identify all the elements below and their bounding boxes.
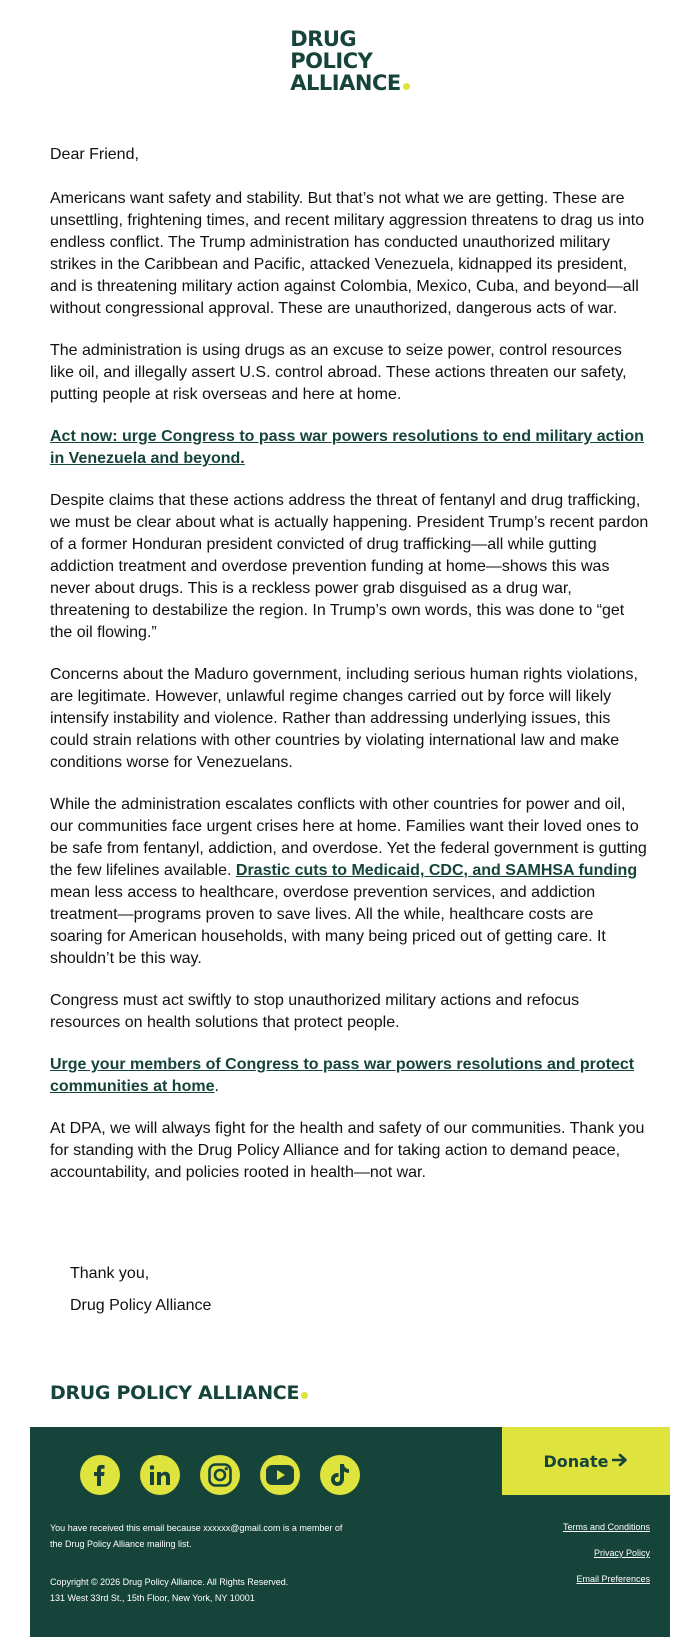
paragraph-3: Despite claims that these actions address the threat of fentanyl and drug trafficking, we must be clear about what is actually happening. President Trump’s recent pardon of a former Honduran president convicted of drug trafficking—all while gutting addiction treatment and overdose prevention funding at home—shows this was never about drugs. This is a reckless power grab disguised as a drug war, threatening to destabilize the region. In Trump’s own words, this was done to “get the oil flowing.”: [50, 492, 649, 641]
paragraph-4: Concerns about the Maduro government, including serious human rights violations, are legitimate. However, unlawful regime changes carried out by force will likely intensify instability and violence. Rather than addressing underlying issues, this could strain relations with other countries by violating international law and make conditions worse for Venezuelans.: [50, 666, 638, 771]
paragraph-5-end: mean less access to healthcare, overdose prevention services, and addiction treatment—programs proven to save lives. All the while, healthcare costs are soaring for American households, with many being priced out of getting care. It shouldn’t be this way.: [50, 884, 606, 967]
paragraph-7: At DPA, we will always fight for the health and safety of our communities. Thank you for standing with the Drug Policy Alliance and for taking action to demand peace, accountability, and policies rooted in health—not war.: [50, 1120, 645, 1181]
privacy-link[interactable]: Privacy Policy: [593, 1548, 650, 1558]
donate-button[interactable]: [502, 1427, 670, 1495]
tiktok-icon[interactable]: [320, 1455, 360, 1495]
copyright-block: [50, 1574, 370, 1606]
signoff-thanks: Thank you,: [70, 1265, 150, 1282]
email-preferences-link[interactable]: Email Preferences: [576, 1574, 650, 1584]
copyright-text: Copyright © 2026 Drug Policy Alliance. All Rights Reserved.: [50, 1577, 289, 1587]
paragraph-2: The administration is using drugs as an excuse to seize power, control resources like oil, and illegally assert U.S. control abroad. These actions threaten our safety, putting people at risk overseas and here at home.: [50, 342, 627, 403]
cta-link-urge-congress[interactable]: Urge your members of Congress to pass war powers resolutions and protect communities at home: [50, 1056, 635, 1095]
paragraph-6: Congress must act swiftly to stop unauthorized military actions and refocus resources on health solutions that protect people.: [50, 992, 580, 1031]
footer-logo-dot-icon: [301, 1392, 308, 1399]
header-logo[interactable]: [0, 28, 700, 95]
greeting: Dear Friend,: [50, 146, 139, 163]
footer: [30, 1427, 670, 1637]
logo-line-policy: POLICY: [290, 49, 373, 73]
arrow-right-icon: [612, 1452, 628, 1471]
mailing-address: 131 West 33rd St., 15th Floor, New York, NY 10001: [50, 1593, 255, 1603]
footer-logo[interactable]: [50, 1382, 308, 1404]
linkedin-icon[interactable]: [140, 1455, 180, 1495]
funding-cuts-link[interactable]: Drastic cuts to Medicaid, CDC, and SAMHSA funding: [235, 862, 638, 879]
facebook-icon[interactable]: [80, 1455, 120, 1495]
instagram-icon[interactable]: [200, 1455, 240, 1495]
paragraph-5: [50, 794, 650, 970]
youtube-icon[interactable]: [260, 1455, 300, 1495]
footer-links: [563, 1521, 650, 1599]
social-links: [80, 1455, 360, 1495]
signoff: [70, 1258, 211, 1322]
logo-line-alliance: ALLIANCE: [290, 71, 401, 95]
cta2-period: .: [214, 1078, 219, 1095]
donate-label: Donate: [543, 1451, 609, 1471]
email-body: [50, 144, 650, 1184]
signoff-name: Drug Policy Alliance: [70, 1297, 212, 1314]
paragraph-1: Americans want safety and stability. But that’s not what we are getting. These are unsettling, frightening times, and recent military aggression threatens to drag us into endless conflict. The Trump administration has conducted unauthorized military strikes in the Caribbean and Pacific, attacked Venezuela, kidnapped its president, and is threatening military action against Colombia, Mexico, Cuba, and beyond—all without congressional approval. These are unauthorized, dangerous acts of war.: [50, 190, 645, 317]
cta-link-act-now[interactable]: Act now: urge Congress to pass war powers resolutions to end military action in Venezuela and beyond.: [50, 428, 644, 467]
logo-dot-icon: [403, 83, 410, 90]
footer-logo-text: DRUG POLICY ALLIANCE: [50, 1382, 300, 1404]
terms-link[interactable]: Terms and Conditions: [562, 1522, 650, 1532]
paragraph-5-start: While the administration escalates conflicts with other countries for power and oil, our communities face urgent crises here at home. Families want their loved ones to be safe from fentanyl, addiction, and overdose. Yet the federal government is gutting the few lifelines available.: [50, 796, 647, 879]
logo-line-drug: DRUG: [290, 27, 357, 51]
mailing-list-notice: You have received this email because xxxxxx@gmail.com is a member of the Drug Policy Alliance mailing list.: [50, 1523, 343, 1549]
